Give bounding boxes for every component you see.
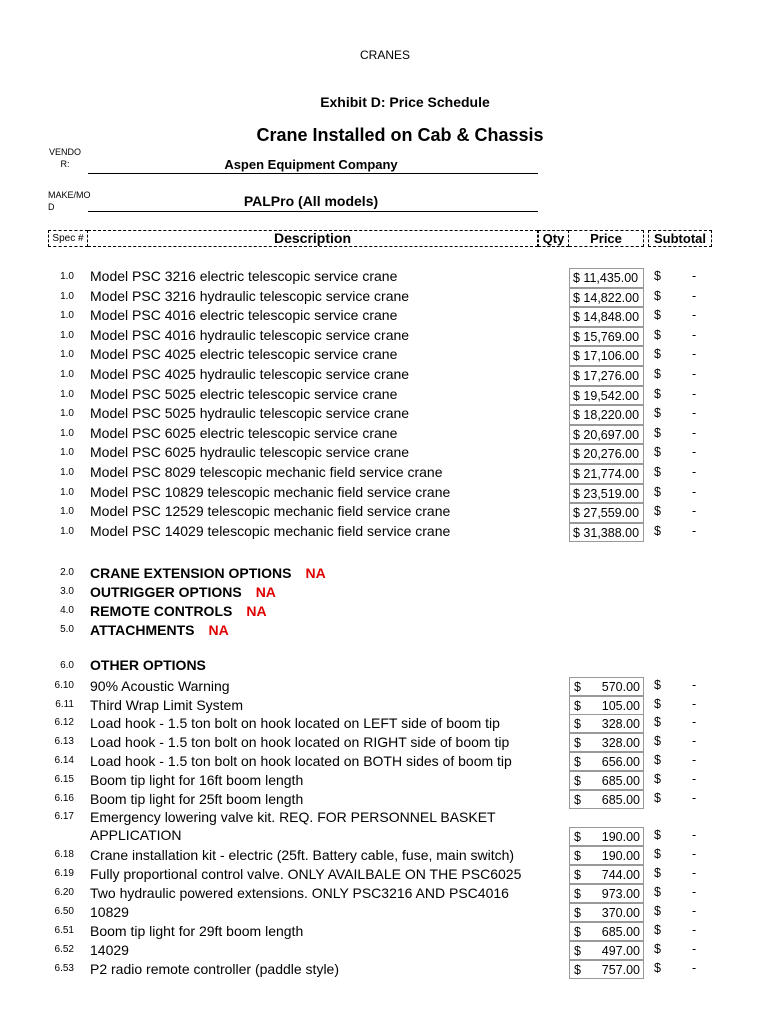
price-value: 497.00 [601,944,640,958]
spec-number: 5.0 [60,624,74,635]
description-line: Fully proportional control valve. ONLY AVAILBALE ON THE PSC6025 [90,866,522,882]
qty-column-header: Qty [538,230,569,247]
section-status: NA [255,584,276,600]
section-name: ATTACHMENTS [90,622,195,638]
item-description: Model PSC 3216 hydraulic telescopic service crane [90,287,410,304]
subtotal-currency: $ [654,734,661,748]
make-value: PALPro (All models) [243,193,379,209]
subtotal-value: - [692,697,697,711]
price-currency: $ [574,887,581,901]
subtotal-currency: $ [654,269,661,283]
subtotal-value: - [692,484,697,499]
price-cell: $ 20,276.00 [569,444,644,464]
price-cell: $ 17,276.00 [569,366,644,386]
item-description [90,752,512,770]
item-description: Model PSC 4016 electric telescopic service crane [90,307,398,324]
price-cell: $ 11,435.00 [569,268,644,288]
spec-number: 2.0 [60,567,74,578]
item-description: Model PSC 3216 electric telescopic service crane [90,268,398,284]
subtotal-currency: $ [654,678,661,692]
item-description [90,677,230,695]
subtotal-column-header: Subtotal [648,230,712,247]
price-currency: $ [574,868,581,882]
subtotal-currency: $ [654,772,661,786]
subtotal-value: - [692,923,697,937]
description-line: Load hook - 1.5 ton bolt on hook located on BOTH sides of boom tip [90,753,512,769]
subtotal-value: - [692,308,697,323]
subtotal-currency: $ [654,425,661,440]
section-name: OUTRIGGER OPTIONS [90,584,242,600]
price-cell [569,677,644,696]
price-cell: $ 27,559.00 [569,503,644,523]
price-value: 685.00 [601,793,640,807]
spec-number: 1.0 [60,369,74,380]
description-line: Emergency lowering valve kit. REQ. FOR PERSONNEL BASKET [90,809,496,825]
item-description [90,903,129,921]
spec-number: 1.0 [60,349,74,361]
subtotal-currency: $ [654,367,661,381]
item-description [90,865,521,883]
price-value: 190.00 [601,830,640,844]
spec-number: 1.0 [60,290,74,302]
subtotal-value: - [692,523,697,538]
description-line: 10829 [90,904,129,920]
subtotal-value: - [692,847,697,861]
price-cell [569,733,644,752]
section-title [90,603,267,619]
section-title: OTHER OPTIONS [90,657,206,673]
item-description: Model PSC 12529 telescopic mechanic field service crane [90,503,451,520]
subtotal-currency: $ [654,504,661,519]
description-line: Two hydraulic powered extensions. ONLY PSC3216 AND PSC4016 [90,885,509,901]
subtotal-currency: $ [654,866,661,880]
spec-number: 1.0 [60,525,74,537]
description-line: APPLICATION [90,827,182,843]
price-cell [569,903,644,922]
subtotal-currency: $ [654,347,661,362]
price-cell [569,922,644,941]
subtotal-value: - [692,445,697,460]
spec-number: 6.20 [54,887,74,898]
price-cell [569,696,644,715]
item-description: Model PSC 10829 telescopic mechanic field service crane [90,483,451,500]
description-line: Boom tip light for 29ft boom length [90,923,304,939]
subtotal-currency: $ [654,386,661,401]
subtotal-currency: $ [654,828,661,842]
spec-number: 6.53 [54,963,74,974]
description-line: P2 radio remote controller (paddle style) [90,961,340,977]
subtotal-value: - [692,406,697,421]
spec-number: 1.0 [60,506,74,518]
price-cell [569,771,644,790]
price-cell [569,960,644,979]
subtotal-value: - [692,504,697,519]
price-cell: $ 20,697.00 [569,425,644,445]
price-value: 105.00 [601,699,640,713]
subtotal-value: - [692,791,697,805]
spec-number: 6.19 [54,868,74,879]
price-currency: $ [574,963,581,977]
price-value: 757.00 [601,963,640,977]
spec-number: 1.0 [60,467,74,478]
spec-number: 1.0 [60,388,74,400]
spec-number: 1.0 [60,310,74,322]
price-currency: $ [574,830,581,844]
subtotal-currency: $ [654,327,661,342]
price-value: 328.00 [601,736,640,750]
spec-number: 6.14 [54,755,74,766]
section-name: CRANE EXTENSION OPTIONS [90,565,292,581]
subtotal-currency: $ [654,904,661,918]
price-value: 685.00 [601,925,640,939]
section-status: NA [305,565,326,581]
item-description [90,714,500,732]
item-description [90,696,243,714]
price-cell: $ 19,542.00 [569,386,644,406]
subtotal-value: - [692,753,697,767]
subtotal-value: - [692,734,697,748]
item-description: Model PSC 8029 telescopic mechanic field service crane [90,464,443,480]
subtotal-currency: $ [654,445,661,460]
subtotal-value: - [692,715,697,729]
item-description [90,884,509,902]
item-description [90,790,303,808]
price-currency: $ [574,793,581,807]
price-cell: $ 18,220.00 [569,405,644,425]
spec-number: 1.0 [60,271,74,282]
description-line: Boom tip light for 16ft boom length [90,772,304,788]
spec-number: 6.15 [54,774,74,785]
price-cell: $ 21,774.00 [569,464,644,484]
subtotal-currency: $ [654,697,661,711]
section-title [90,565,326,581]
price-cell [569,827,644,846]
price-cell: $ 14,848.00 [569,307,644,327]
spec-number: 6.51 [54,925,74,936]
section-title [90,584,276,600]
item-description [90,846,514,864]
price-cell [569,865,644,884]
subtotal-value: - [692,327,697,342]
spec-number: 6.13 [54,736,74,747]
price-cell [569,884,644,903]
subtotal-value: - [692,961,697,975]
item-description: Model PSC 6025 electric telescopic service crane [90,424,398,441]
price-currency: $ [574,755,581,769]
item-description: Model PSC 4025 electric telescopic service crane [90,346,398,363]
spec-number: 6.16 [54,793,74,804]
description-line: Load hook - 1.5 ton bolt on hook located on LEFT side of boom tip [90,715,500,731]
subtotal-value: - [692,866,697,880]
subtotal-value: - [692,772,697,786]
subtotal-currency: $ [654,923,661,937]
price-cell [569,714,644,733]
price-value: 685.00 [601,774,640,788]
spec-number: 6.52 [54,944,74,955]
section-status: NA [246,603,267,619]
description-line: Crane installation kit - electric (25ft. Battery cable, fuse, main switch) [90,847,515,863]
description-line: Third Wrap Limit System [90,697,243,713]
price-value: 370.00 [601,906,640,920]
subtotal-currency: $ [654,847,661,861]
price-value: 656.00 [601,755,640,769]
price-currency: $ [574,906,581,920]
subtotal-value: - [692,942,697,956]
subtotal-currency: $ [654,791,661,805]
subtotal-value: - [692,386,697,401]
section-title [90,622,229,638]
price-currency: $ [574,717,581,731]
spec-column-header: Spec # [48,230,88,247]
price-cell: $ 14,822.00 [569,288,644,308]
price-cell [569,752,644,771]
spec-number: 6.18 [54,849,74,860]
spec-number: 1.0 [60,329,74,341]
make-field [88,193,538,212]
description-line: Load hook - 1.5 ton bolt on hook located on RIGHT side of boom tip [90,734,510,750]
price-cell: $ 17,106.00 [569,346,644,366]
spec-number: 1.0 [60,408,74,420]
subtotal-currency: $ [654,523,661,538]
price-cell [569,846,644,865]
price-currency: $ [574,849,581,863]
subtotal-currency: $ [654,484,661,499]
subtotal-currency: $ [654,753,661,767]
price-value: 744.00 [601,868,640,882]
spec-number: 6.0 [60,660,74,671]
price-currency: $ [574,680,581,694]
price-currency: $ [574,944,581,958]
price-value: 973.00 [601,887,640,901]
subtotal-currency: $ [654,465,661,479]
spec-number: 3.0 [60,586,74,597]
spec-number: 6.10 [54,680,74,691]
spec-number: 6.11 [55,699,74,710]
vendor-field [88,157,538,174]
subtotal-currency: $ [654,308,661,323]
subtotal-currency: $ [654,406,661,421]
subtotal-value: - [692,904,697,918]
description-line: 90% Acoustic Warning [90,678,230,694]
price-currency: $ [574,736,581,750]
subtotal-currency: $ [654,942,661,956]
section-status: NA [208,622,229,638]
item-description: Model PSC 6025 hydraulic telescopic service crane [90,444,410,461]
price-cell [569,790,644,809]
subtotal-value: - [692,678,697,692]
price-column-header: Price [569,230,644,247]
document-category: CRANES [359,48,410,62]
spec-number: 1.0 [60,486,74,498]
item-description: Model PSC 5025 hydraulic telescopic service crane [90,405,410,422]
description-line: 14029 [90,942,129,958]
subtotal-value: - [692,425,697,440]
vendor-label: VENDO R: [48,147,81,169]
price-cell: $ 15,769.00 [569,327,644,347]
item-description [90,922,303,940]
spec-number: 6.50 [54,906,74,917]
spec-number: 1.0 [60,427,74,439]
item-description: Model PSC 4025 hydraulic telescopic service crane [90,366,410,382]
price-currency: $ [574,699,581,713]
item-description [90,771,303,789]
item-description [90,941,129,959]
price-value: 328.00 [601,717,640,731]
exhibit-title: Exhibit D: Price Schedule [320,94,490,110]
price-value: 190.00 [601,849,640,863]
subtotal-value: - [692,347,697,362]
spec-number: 6.17 [54,811,74,822]
price-cell: $ 23,519.00 [569,484,644,504]
description-column-header: Description [88,230,538,247]
price-cell: $ 31,388.00 [569,523,644,543]
subtotal-value: - [692,885,697,899]
description-line: Boom tip light for 25ft boom length [90,791,304,807]
item-description [90,733,509,751]
item-description: Model PSC 4016 hydraulic telescopic service crane [90,326,410,343]
spec-number: 6.12 [54,717,74,728]
item-description [90,960,339,978]
make-label: MAKE/MO D [48,190,91,212]
vendor-value: Aspen Equipment Company [224,157,398,172]
subtotal-value: - [692,465,697,479]
item-description: Model PSC 5025 electric telescopic service crane [90,385,398,402]
price-currency: $ [574,925,581,939]
subtotal-value: - [692,269,697,283]
page-title: Crane Installed on Cab & Chassis [256,125,544,145]
item-description: Model PSC 14029 telescopic mechanic field service crane [90,522,451,539]
price-cell [569,941,644,960]
section-name: REMOTE CONTROLS [90,603,233,619]
subtotal-value: - [692,828,697,842]
price-value: 570.00 [601,680,640,694]
subtotal-currency: $ [654,961,661,975]
subtotal-currency: $ [654,885,661,899]
spec-number: 4.0 [60,605,74,616]
spec-number: 1.0 [60,447,74,459]
price-currency: $ [574,774,581,788]
subtotal-currency: $ [654,288,661,303]
item-description [90,808,496,844]
subtotal-value: - [692,367,697,381]
subtotal-currency: $ [654,715,661,729]
subtotal-value: - [692,288,697,303]
